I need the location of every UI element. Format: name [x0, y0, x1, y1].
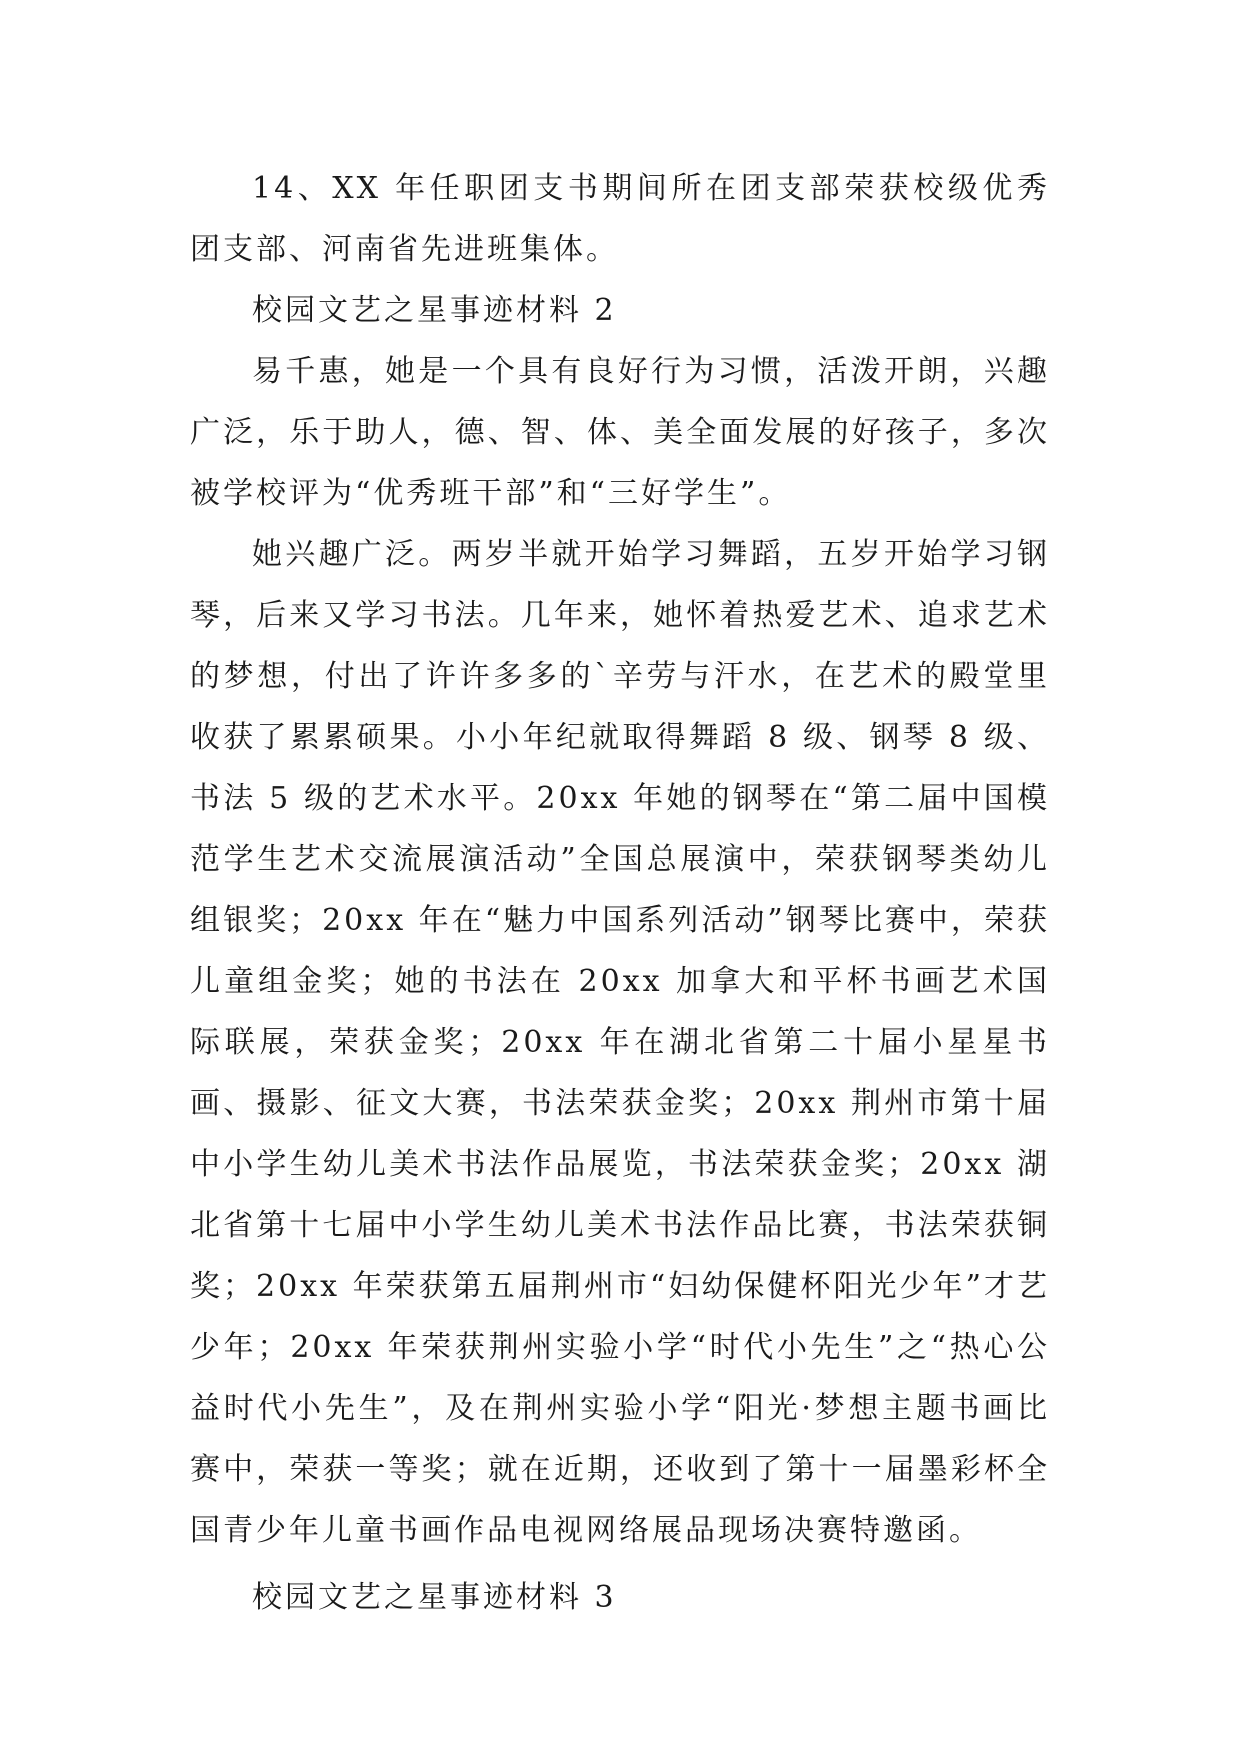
paragraph-award-14: 14、XX 年任职团支书期间所在团支部荣获校级优秀团支部、河南省先进班集体。 [190, 171, 1050, 267]
document-body [190, 158, 1050, 1628]
section-heading-2: 校园文艺之星事迹材料 2 [252, 293, 617, 328]
paragraph-intro: 易千惠，她是一个具有良好行为习惯，活泼开朗，兴趣广泛，乐于助人，德、智、体、美全面发展的好孩子，多次被学校评为“优秀班干部”和“三好学生”。 [190, 354, 1050, 511]
paragraph-achievements: 她兴趣广泛。两岁半就开始学习舞蹈，五岁开始学习钢琴，后来又学习书法。几年来，她怀着热爱艺术、追求艺术的梦想，付出了许许多多的`辛劳与汗水，在艺术的殿堂里收获了累累硕果。小小年纪就取得舞蹈 8 级、钢琴 8 级、书法 5 级的艺术水平。20xx 年她的钢琴在“第二届中国模范学生艺术交流展演活动”全国总展演中，荣获钢琴类幼儿组银奖；20xx 年在“魅力中国系列活动”钢琴比赛中，荣获儿童组金奖；她的书法在 20xx 加拿大和平杯书画艺术国际联展，荣获金奖；20xx 年在湖北省第二十届小星星书画、摄影、征文大赛，书法荣获金奖；20xx 荆州市第十届中小学生幼儿美术书法作品展览，书法荣获金奖；20xx 湖北省第十七届中小学生幼儿美术书法作品比赛，书法荣获铜奖；20xx 年荣获第五届荆州市“妇幼保健杯阳光少年”才艺少年；20xx 年荣获荆州实验小学“时代小先生”之“热心公益时代小先生”，及在荆州实验小学“阳光·梦想主题书画比赛中，荣获一等奖；就在近期，还收到了第十一届墨彩杯全国青少年儿童书画作品电视网络展品现场决赛特邀函。 [190, 537, 1050, 1548]
section-heading-3: 校园文艺之星事迹材料 3 [252, 1580, 617, 1615]
